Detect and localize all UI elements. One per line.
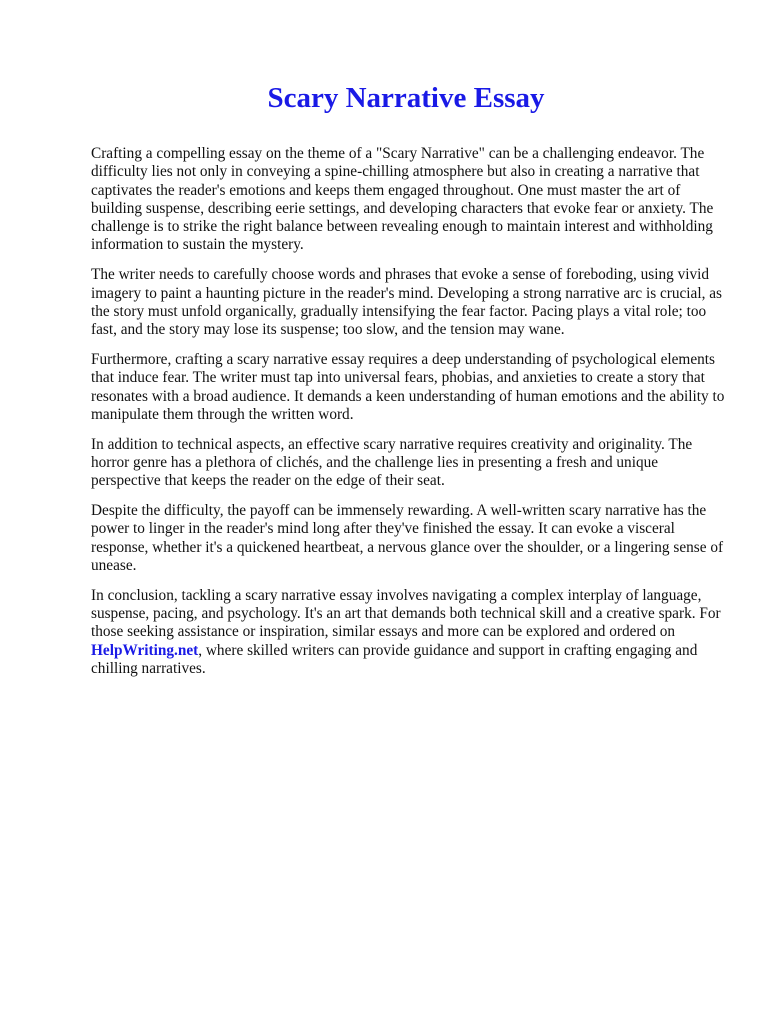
paragraph-originality: In addition to technical aspects, an effective scary narrative requires creativity and originality. The horror genre has a plethora of clichés, and the challenge lies in presenting a fresh and unique perspective that keeps the reader on the edge of their seat. (91, 435, 693, 490)
paragraph-conclusion (91, 587, 728, 678)
paragraph-word-choice: The writer needs to carefully choose words and phrases that evoke a sense of foreboding, using vivid imagery to paint a haunting picture in the reader's mind. Developing a strong narrative arc is crucial, as the story must unfold organically, gradually intensifying the fear factor. Pacing plays a vital role; too fast, and the story may lose its suspense; too slow, and the tension may wane. (91, 266, 722, 339)
paragraph-intro: Crafting a compelling essay on the theme of a "Scary Narrative" can be a challenging endeavor. The difficulty lies not only in conveying a spine-chilling atmosphere but also in creating a narrative that captivates the reader's emotions and keeps them engaged throughout. One must master the art of building suspense, describing eerie settings, and developing characters that evoke fear or anxiety. The challenge is to strike the right balance between revealing enough to maintain interest and withholding information to sustain the mystery. (91, 145, 714, 254)
paragraph-psychology: Furthermore, crafting a scary narrative essay requires a deep understanding of psychological elements that induce fear. The writer must tap into universal fears, phobias, and anxieties to create a story that resonates with a broad audience. It demands a keen understanding of human emotions and the ability to manipulate them through the written word. (91, 350, 725, 423)
paragraph-payoff: Despite the difficulty, the payoff can be immensely rewarding. A well-written scary narrative has the power to linger in the reader's mind long after they've finished the essay. It can evoke a visceral response, whether it's a quickened heartbeat, a nervous glance over the shoulder, or a lingering sense of unease. (91, 502, 724, 574)
essay-body (91, 145, 728, 690)
conclusion-text-before: In conclusion, tackling a scary narrative essay involves navigating a complex interplay of language, suspense, pacing, and psychology. It's an art that demands both technical skill and a creative spark. For those seeking assistance or inspiration, similar essays and more can be explored and ordered on (91, 586, 721, 641)
page-title: Scary Narrative Essay (267, 82, 545, 114)
helpwriting-link[interactable]: HelpWriting.net (91, 641, 199, 659)
conclusion-text-after: , where skilled writers can provide guidance and support in crafting engaging and chilling narratives. (91, 641, 698, 677)
